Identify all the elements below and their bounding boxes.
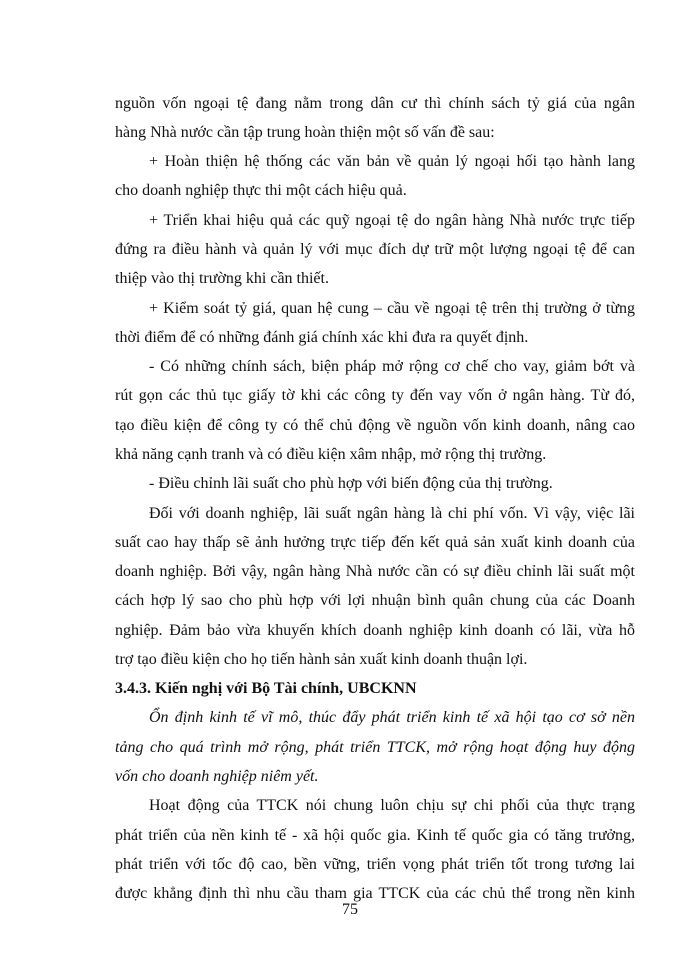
body-line: cho doanh nghiệp thực thi một cách hiệu quả.	[115, 182, 407, 199]
body-line: hàng Nhà nước cần tập trung hoàn thiện một số vấn đề sau:	[115, 124, 495, 141]
italic-line: Ổn định kinh tế vĩ mô, thúc đẩy phát triển kinh tế xã hội tạo cơ sở nền	[149, 709, 635, 726]
body-line: Hoạt động của TTCK nói chung luôn chịu sự chi phối của thực trạng	[149, 797, 635, 814]
body-line: + Triển khai hiệu quả các quỹ ngoại tệ do ngân hàng Nhà nước trực tiếp	[149, 212, 635, 229]
body-line: nghiệp. Đảm bảo vừa khuyến khích doanh nghiệp kinh doanh có lãi, vừa hỗ	[115, 622, 635, 639]
body-line: thời điểm để có những đánh giá chính xác khi đưa ra quyết định.	[115, 329, 529, 346]
body-line: + Kiểm soát tỷ giá, quan hệ cung – cầu về ngoại tệ trên thị trường ở từng	[149, 300, 635, 317]
body-line: nguồn vốn ngoại tệ đang nằm trong dân cư thì chính sách tỷ giá của ngân	[115, 95, 635, 112]
body-line: rút gọn các thủ tục giấy tờ khi các công ty đến vay vốn ở ngân hàng. Từ đó,	[115, 387, 635, 404]
body-line: đứng ra điều hành và quản lý với mục đích dự trữ một lượng ngoại tệ để can	[115, 241, 635, 258]
body-line: tạo điều kiện để công ty có thể chủ động về nguồn vốn kinh doanh, nâng cao	[115, 417, 635, 434]
section-heading: 3.4.3. Kiến nghị với Bộ Tài chính, UBCKNN	[115, 680, 417, 697]
body-line: - Có những chính sách, biện pháp mở rộng cơ chế cho vay, giảm bớt và	[149, 358, 635, 375]
page-number: 75	[342, 901, 358, 918]
body-line: trợ tạo điều kiện cho họ tiến hành sản xuất kinh doanh thuận lợi.	[115, 651, 528, 668]
body-line: thiệp vào thị trường khi cần thiết.	[115, 270, 329, 287]
body-line: được khẳng định thì nhu cầu tham gia TTCK của các chủ thể trong nền kinh	[115, 885, 635, 902]
body-line: Đối với doanh nghiệp, lãi suất ngân hàng là chi phí vốn. Vì vậy, việc lãi	[149, 505, 635, 522]
body-line: suất cao hay thấp sẽ ảnh hưởng trực tiếp đến kết quả sản xuất kinh doanh của	[115, 534, 635, 551]
body-line: doanh nghiệp. Bởi vậy, ngân hàng Nhà nước cần có sự điều chỉnh lãi suất một	[115, 563, 635, 580]
italic-line: vốn cho doanh nghiệp niêm yết.	[115, 768, 319, 785]
body-line: phát triển của nền kinh tế - xã hội quốc gia. Kinh tế quốc gia có tăng trưởng,	[115, 827, 635, 844]
body-line: + Hoàn thiện hệ thống các văn bản về quản lý ngoại hối tạo hành lang	[149, 153, 635, 170]
body-line: cách hợp lý sao cho phù hợp với lợi nhuận bình quân chung của các Doanh	[115, 592, 635, 609]
body-line: khả năng cạnh tranh và có điều kiện xâm nhập, mở rộng thị trường.	[115, 446, 547, 463]
italic-line: tảng cho quá trình mở rộng, phát triển TTCK, mở rộng hoạt động huy động	[115, 739, 635, 756]
body-line: - Điều chỉnh lãi suất cho phù hợp với biến động của thị trường.	[149, 475, 553, 492]
body-line: phát triển với tốc độ cao, bền vững, triển vọng phát triển tốt trong tương lai	[115, 856, 635, 873]
